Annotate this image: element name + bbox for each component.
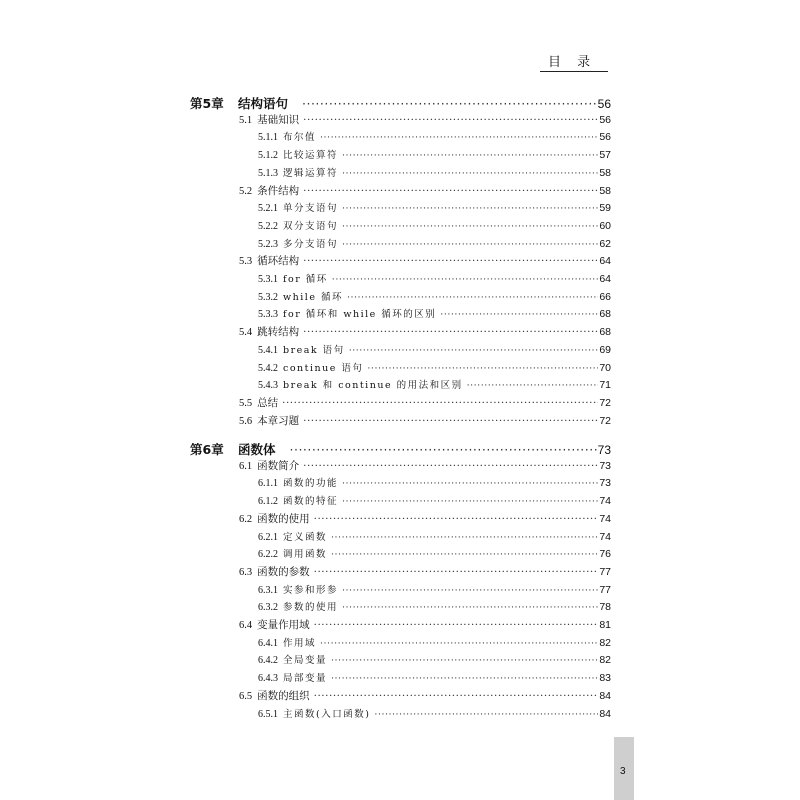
- toc-entry-page: 74: [599, 530, 611, 543]
- toc-subsection-entry: [258, 342, 611, 356]
- dot-leader: [349, 345, 599, 356]
- toc-entry-title: break 语句: [283, 344, 345, 356]
- toc-section-entry: [239, 253, 611, 268]
- dot-leader: [320, 132, 598, 143]
- toc-entry-title: 函数的使用: [257, 512, 310, 525]
- dot-leader: [467, 380, 599, 391]
- toc-entry-page: 82: [599, 636, 611, 649]
- toc-entry-number: 6.4: [239, 620, 253, 631]
- toc-entry-number: 6.1.1: [258, 478, 278, 490]
- toc-entry-title: 调用函数: [283, 549, 328, 561]
- toc-subsection-entry: [258, 635, 611, 649]
- toc-entry-page: 56: [597, 97, 611, 111]
- dot-leader: [303, 255, 598, 267]
- toc-entry-title: 本章习题: [257, 414, 300, 427]
- dot-leader: [332, 274, 599, 285]
- toc-entry-page: 64: [599, 273, 611, 285]
- dot-leader: [282, 397, 598, 409]
- toc-section-entry: [239, 617, 611, 632]
- toc-entry-number: 6.1.2: [258, 496, 278, 508]
- toc-entry-page: 77: [599, 565, 611, 578]
- toc-entry-page: 56: [599, 113, 611, 126]
- toc-entry-number: 5.4.3: [258, 380, 278, 392]
- toc-subsection-entry: [258, 582, 611, 596]
- toc-entry-number: 5.1.3: [258, 167, 278, 179]
- toc-entry-number: 5.1.2: [258, 150, 278, 162]
- toc-subsection-entry: [258, 546, 611, 560]
- toc-entry-title: 循环结构: [257, 255, 300, 268]
- dot-leader: [302, 96, 597, 111]
- dot-leader: [347, 292, 598, 303]
- toc-subsection-entry: [258, 475, 611, 489]
- toc-entry-page: 58: [599, 166, 611, 179]
- toc-subsection-entry: [258, 236, 611, 250]
- toc-entry-title: 布尔值: [283, 132, 317, 144]
- toc-subsection-entry: [258, 200, 611, 214]
- toc-entry-page: 73: [597, 443, 611, 457]
- toc-entry-title: 逻辑运算符: [283, 167, 339, 179]
- toc-subsection-entry: [258, 360, 611, 374]
- toc-entry-title: 多分支语句: [283, 238, 339, 250]
- toc-entry-title: 主函数(入口函数): [283, 708, 371, 720]
- toc-subsection-entry: [258, 289, 611, 303]
- dot-leader: [331, 655, 598, 666]
- page-number: 3: [620, 766, 626, 777]
- toc-entry-page: 77: [599, 583, 611, 596]
- toc-subsection-entry: [258, 377, 611, 391]
- dot-leader: [342, 168, 598, 179]
- toc-entry-number: 5.6: [239, 415, 253, 427]
- toc-entry-number: 6.5.1: [258, 708, 278, 720]
- dot-leader: [314, 566, 599, 578]
- toc-entry-number: 5.3.2: [258, 291, 278, 303]
- toc-entry-number: 6.2: [239, 513, 253, 525]
- toc-entry-number: 5.2.2: [258, 220, 278, 232]
- dot-leader: [331, 673, 598, 684]
- toc-entry-number: 6.3.1: [258, 584, 278, 596]
- toc-entry-number: 6.5: [239, 690, 253, 702]
- toc-entry-page: 71: [599, 379, 611, 392]
- toc-entry-number: 5.2: [239, 185, 253, 197]
- toc-entry-number: 6.2.1: [258, 531, 278, 543]
- toc-section-entry: [239, 688, 611, 703]
- toc-entry-number: 5.1.1: [258, 132, 278, 144]
- toc-entry-number: 5.5: [239, 397, 253, 409]
- toc-entry-number: 第5章: [190, 96, 224, 111]
- toc-entry-number: 5.1: [239, 114, 253, 126]
- dot-leader: [342, 602, 598, 613]
- dot-leader: [303, 326, 598, 338]
- toc-section-entry: [239, 183, 611, 198]
- toc-entry-title: continue 语句: [283, 362, 364, 374]
- dot-leader: [303, 185, 598, 197]
- toc-subsection-entry: [258, 529, 611, 543]
- toc-section-entry: [239, 413, 611, 428]
- toc-entry-title: 函数的特征: [283, 496, 339, 508]
- toc-entry-number: 6.3.2: [258, 602, 278, 614]
- toc-subsection-entry: [258, 306, 611, 320]
- toc-entry-page: 82: [599, 654, 611, 667]
- dot-leader: [314, 690, 599, 702]
- toc-entry-page: 62: [599, 237, 611, 250]
- dot-leader: [440, 309, 598, 320]
- toc-entry-title: 函数的参数: [257, 565, 310, 578]
- toc-entry-title: 函数的功能: [283, 478, 339, 490]
- toc-subsection-entry: [258, 706, 611, 720]
- toc-entry-title: 函数的组织: [257, 689, 310, 702]
- toc-entry-page: 66: [599, 290, 611, 303]
- toc-entry-number: 5.2.3: [258, 238, 278, 250]
- dot-leader: [290, 442, 597, 457]
- toc-entry-number: 6.2.2: [258, 549, 278, 561]
- dot-leader: [314, 619, 599, 631]
- toc-entry-page: 56: [599, 131, 611, 144]
- toc-subsection-entry: [258, 129, 611, 143]
- dot-leader: [342, 150, 598, 161]
- toc-entry-page: 73: [599, 459, 611, 472]
- dot-leader: [342, 203, 598, 214]
- toc-subsection-entry: [258, 218, 611, 232]
- toc-entry-page: 74: [599, 512, 611, 525]
- toc-entry-page: 84: [599, 689, 611, 702]
- toc-entry-page: 58: [599, 184, 611, 197]
- toc-entry-number: 5.3.1: [258, 274, 278, 285]
- toc-entry-number: 6.4.1: [258, 637, 278, 649]
- dot-leader: [342, 478, 598, 489]
- toc-section-entry: [239, 112, 611, 127]
- toc-entry-title: 全局变量: [283, 655, 328, 667]
- toc-section-entry: [239, 458, 611, 473]
- toc-entry-title: 参数的使用: [283, 602, 339, 614]
- toc-entry-number: 5.3: [239, 256, 253, 268]
- toc-chapter-entry: [190, 440, 611, 458]
- toc-entry-title: for 循环和 while 循环的区别: [283, 309, 437, 321]
- toc-entry-page: 64: [599, 255, 611, 268]
- toc-entry-title: 跳转结构: [257, 326, 300, 339]
- toc-entry-title: 条件结构: [257, 184, 300, 197]
- toc-subsection-entry: [258, 652, 611, 666]
- toc-entry-page: 81: [599, 619, 611, 631]
- toc-entry-title: 总结: [257, 396, 279, 409]
- toc-section-entry: [239, 511, 611, 526]
- toc-subsection-entry: [258, 493, 611, 507]
- toc-entry-page: 60: [599, 219, 611, 232]
- toc-entry-title: 基础知识: [257, 113, 300, 126]
- dot-leader: [303, 114, 598, 126]
- dot-leader: [342, 239, 598, 250]
- toc-entry-number: 5.2.1: [258, 203, 278, 215]
- toc-entry-number: 5.3.3: [258, 309, 278, 321]
- toc-entry-title: 结构语句: [238, 96, 289, 111]
- toc-entry-page: 69: [599, 343, 611, 356]
- toc-section-entry: [239, 324, 611, 339]
- toc-entry-page: 72: [599, 414, 611, 427]
- toc-entry-number: 5.4.1: [258, 344, 278, 356]
- toc-entry-number: 5.4.2: [258, 362, 278, 374]
- toc-chapter-entry: [190, 94, 611, 112]
- toc-entry-title: 实参和形参: [283, 584, 339, 596]
- toc-entry-page: 84: [599, 707, 611, 720]
- toc-entry-title: for 循环: [283, 274, 328, 285]
- dot-leader: [374, 709, 598, 720]
- toc-section-entry: [239, 395, 611, 410]
- toc-entry-page: 70: [599, 361, 611, 374]
- dot-leader: [303, 460, 598, 472]
- toc-entry-number: 5.4: [239, 327, 253, 339]
- toc-entry-page: 73: [599, 477, 611, 490]
- toc-subsection-entry: [258, 670, 611, 684]
- toc-entry-title: 定义函数: [283, 531, 328, 543]
- dot-leader: [331, 549, 598, 560]
- dot-leader: [342, 585, 598, 596]
- dot-leader: [314, 513, 599, 525]
- toc-section-entry: [239, 564, 611, 579]
- toc-entry-title: 函数体: [238, 442, 276, 457]
- toc-entry-number: 6.4.2: [258, 655, 278, 667]
- toc-subsection-entry: [258, 147, 611, 161]
- toc-entry-number: 第6章: [190, 442, 224, 457]
- toc-subsection-entry: [258, 599, 611, 613]
- toc-entry-page: 57: [599, 149, 611, 162]
- toc-entry-title: 函数简介: [257, 459, 300, 472]
- toc-entry-title: 双分支语句: [283, 220, 339, 232]
- toc-entry-page: 76: [599, 548, 611, 561]
- toc-entry-title: 单分支语句: [283, 203, 339, 215]
- toc-entry-page: 68: [599, 326, 611, 339]
- toc-entry-number: 6.3: [239, 566, 253, 578]
- toc-entry-page: 72: [599, 396, 611, 409]
- toc-subsection-entry: [258, 271, 611, 285]
- toc-entry-title: 变量作用域: [257, 619, 310, 631]
- page-header-title: 目 录: [548, 55, 597, 70]
- toc-entry-title: 比较运算符: [283, 150, 339, 162]
- dot-leader: [331, 532, 598, 543]
- toc-entry-title: break 和 continue 的用法和区别: [283, 380, 463, 392]
- dot-leader: [367, 363, 598, 374]
- dot-leader: [303, 415, 598, 427]
- dot-leader: [342, 496, 598, 507]
- dot-leader: [320, 638, 598, 649]
- toc-entry-page: 68: [599, 308, 611, 321]
- toc-entry-page: 74: [599, 495, 611, 508]
- toc-entry-title: while 循环: [283, 291, 343, 303]
- toc-entry-page: 83: [599, 672, 611, 685]
- toc-entry-page: 59: [599, 202, 611, 215]
- dot-leader: [342, 221, 598, 232]
- toc-entry-page: 78: [599, 601, 611, 614]
- toc-entry-title: 作用域: [283, 637, 317, 649]
- toc-entry-number: 6.1: [239, 460, 253, 472]
- toc-subsection-entry: [258, 165, 611, 179]
- toc-entry-number: 6.4.3: [258, 673, 278, 685]
- toc-entry-title: 局部变量: [283, 673, 328, 685]
